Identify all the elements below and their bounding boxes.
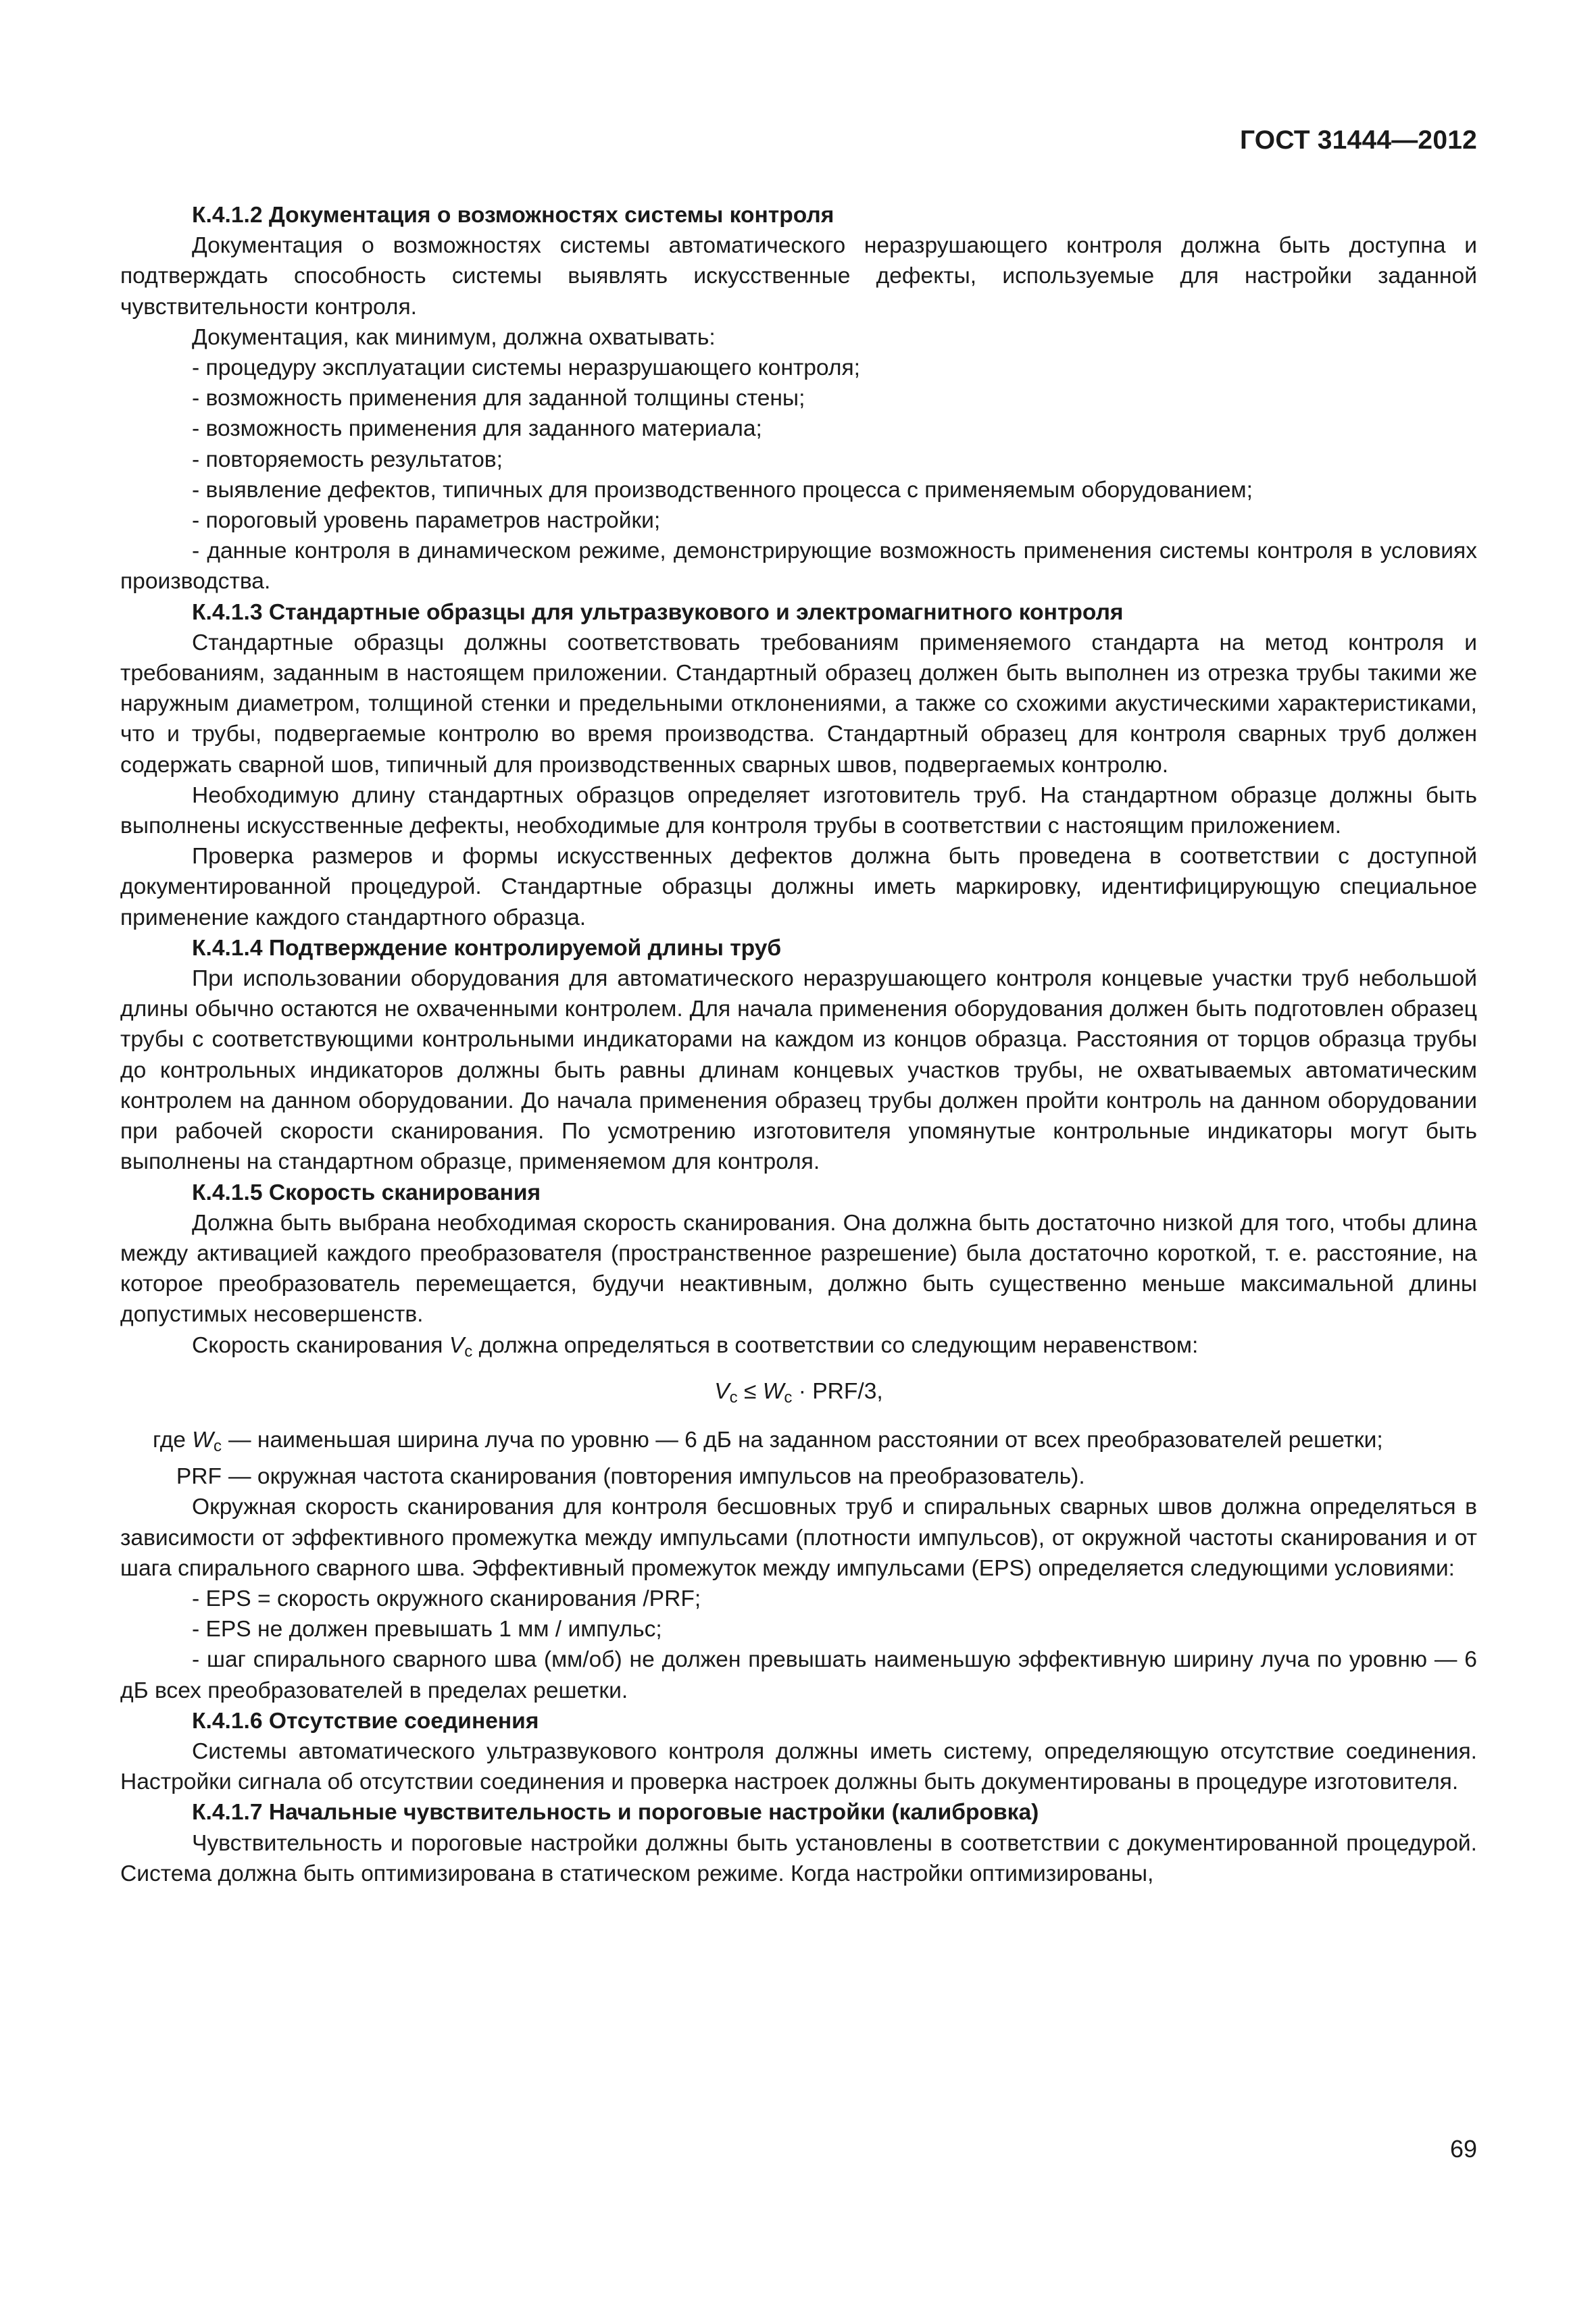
page-number: 69 bbox=[1449, 2135, 1477, 2163]
formula-operator: ≤ bbox=[737, 1378, 763, 1404]
list-item: - возможность применения для заданной толщины стены; bbox=[192, 386, 805, 411]
page-body bbox=[120, 200, 1477, 1889]
paragraph: Необходимую длину стандартных образцов определяет изготовитель труб. На стандартном образце должны быть выполнены искусственные дефекты, необходимые для контроля трубы в соответствии с настоящим приложением. bbox=[120, 782, 1477, 839]
list-item: - повторяемость результатов; bbox=[192, 447, 503, 472]
list-item: - пороговый уровень параметров настройки; bbox=[192, 508, 661, 534]
list-item: - выявление дефектов, типичных для производственного процесса с применяемым оборудованием; bbox=[192, 477, 1253, 503]
list-item: - процедуру эксплуатации системы неразрушающего контроля; bbox=[192, 355, 860, 381]
variable-v: V bbox=[714, 1378, 730, 1404]
definitions-list bbox=[120, 1425, 1477, 1492]
text-run: где bbox=[152, 1427, 193, 1453]
list-item: - данные контроля в динамическом режиме, демонстрирующие возможность применения системы контроля в условиях производства. bbox=[120, 538, 1477, 595]
definition-text: — окружная частота сканирования (повторения импульсов на преобразователь). bbox=[228, 1464, 1085, 1490]
section-heading-k412: К.4.1.2 Документация о возможностях системы контроля bbox=[192, 203, 834, 228]
section-heading-k414: К.4.1.4 Подтверждение контролируемой длины труб bbox=[192, 935, 782, 961]
subscript-c: c bbox=[729, 1388, 738, 1407]
document-page bbox=[120, 0, 1477, 2314]
text-run: должна определяться в соответствии со следующим неравенством: bbox=[472, 1332, 1199, 1358]
paragraph: Стандартные образцы должны соответствовать требованиям применяемого стандарта на метод контроля и требованиям, заданным в настоящем приложении. Стандартный образец должен быть выполнен из отрезка трубы такими же наружным диаметром, толщиной стенки и предельными отклонениями, а также со схожими акустическими характеристиками, что и трубы, подвергаемые контролю во время производства. Стандартный образец для контроля сварных труб должен содержать сварной шов, типичный для производственных сварных швов, подвергаемых контролю. bbox=[120, 630, 1477, 778]
document-code: ГОСТ 31444—2012 bbox=[1240, 126, 1477, 155]
paragraph: Чувствительность и пороговые настройки должны быть установлены в соответствии с документированной процедурой. Система должна быть оптимизирована в статическом режиме. Когда настройки оптимизированы, bbox=[120, 1830, 1477, 1886]
definition-term bbox=[120, 1425, 228, 1461]
formula-tail: · PRF/3, bbox=[792, 1378, 883, 1404]
subscript-c: c bbox=[784, 1388, 793, 1407]
list-item: - шаг спирального сварного шва (мм/об) не должен превышать наименьшую эффективную ширину луча по уровню — 6 дБ всех преобразователей в пределах решетки. bbox=[120, 1647, 1477, 1703]
section-heading-k415: К.4.1.5 Скорость сканирования bbox=[192, 1180, 541, 1205]
definition-text: — наименьшая ширина луча по уровню — 6 дБ на заданном расстоянии от всех преобразователей решетки; bbox=[228, 1427, 1383, 1453]
text-run: Скорость сканирования bbox=[192, 1332, 449, 1358]
paragraph: Системы автоматического ультразвукового контроля должны иметь систему, определяющую отсутствие соединения. Настройки сигнала об отсутствии соединения и проверка настроек должны быть документированы в процедуре изготовителя. bbox=[120, 1738, 1477, 1795]
list-item: - EPS = скорость окружного сканирования /PRF; bbox=[192, 1586, 701, 1611]
subscript-c: c bbox=[214, 1436, 222, 1455]
list-item: - EPS не должен превышать 1 мм / импульс; bbox=[192, 1617, 662, 1642]
paragraph: Окружная скорость сканирования для контроля бесшовных труб и спиральных сварных швов должна определяться в зависимости от эффективного промежутка между импульсами (плотности импульсов), от окружной частоты сканирования и от шага спирального сварного шва. Эффективный промежуток между импульсами (EPS) определяется следующими условиями: bbox=[120, 1494, 1477, 1581]
variable-w: W bbox=[762, 1378, 784, 1404]
paragraph: Документация о возможностях системы автоматического неразрушающего контроля должна быть доступна и подтверждать способность системы выявлять искусственные дефекты, используемые для настройки заданной чувствительности контроля. bbox=[120, 233, 1477, 320]
subscript-c: c bbox=[464, 1342, 473, 1361]
paragraph: Проверка размеров и формы искусственных дефектов должна быть проведена в соответствии с доступной документированной процедурой. Стандартные образцы должны иметь маркировку, идентифицирующую специальное применение каждого стандартного образца. bbox=[120, 844, 1477, 930]
paragraph: При использовании оборудования для автоматического неразрушающего контроля концевые участки труб небольшой длины обычно остаются не охваченными контролем. Для начала применения оборудования должен быть подготовлен образец трубы с соответствующими контрольными индикаторами на каждом из концов образца. Расстояния от торцов образца трубы до контрольных индикаторов должны быть равны длинам концевых участков трубы, не охватываемых автоматическим контролем на данном оборудовании. До начала применения образец трубы должен пройти контроль на данном оборудовании при рабочей скорости сканирования. По усмотрению изготовителя упомянутые контрольные индикаторы могут быть выполнены на стандартном образце, применяемом для контроля. bbox=[120, 966, 1477, 1175]
variable-w: W bbox=[192, 1427, 214, 1453]
paragraph-with-variable bbox=[120, 1330, 1477, 1367]
section-heading-k416: К.4.1.6 Отсутствие соединения bbox=[192, 1708, 539, 1734]
variable-v: V bbox=[449, 1332, 465, 1358]
paragraph: Должна быть выбрана необходимая скорость сканирования. Она должна быть достаточно низкой для того, чтобы длина между активацией каждого преобразователя (пространственное разрешение) была достаточно короткой, т. е. расстояние, на которое преобразователь перемещается, будучи неактивным, должно быть существенно меньше максимальной длины допустимых несовершенств. bbox=[120, 1210, 1477, 1328]
paragraph: Документация, как минимум, должна охватывать: bbox=[192, 324, 716, 350]
definition-term: PRF bbox=[176, 1464, 222, 1490]
formula bbox=[120, 1376, 1477, 1413]
list-item: - возможность применения для заданного материала; bbox=[192, 416, 762, 442]
section-heading-k417: К.4.1.7 Начальные чувствительность и пороговые настройки (калибровка) bbox=[192, 1800, 1039, 1826]
section-heading-k413: К.4.1.3 Стандартные образцы для ультразвукового и электромагнитного контроля bbox=[192, 599, 1124, 625]
